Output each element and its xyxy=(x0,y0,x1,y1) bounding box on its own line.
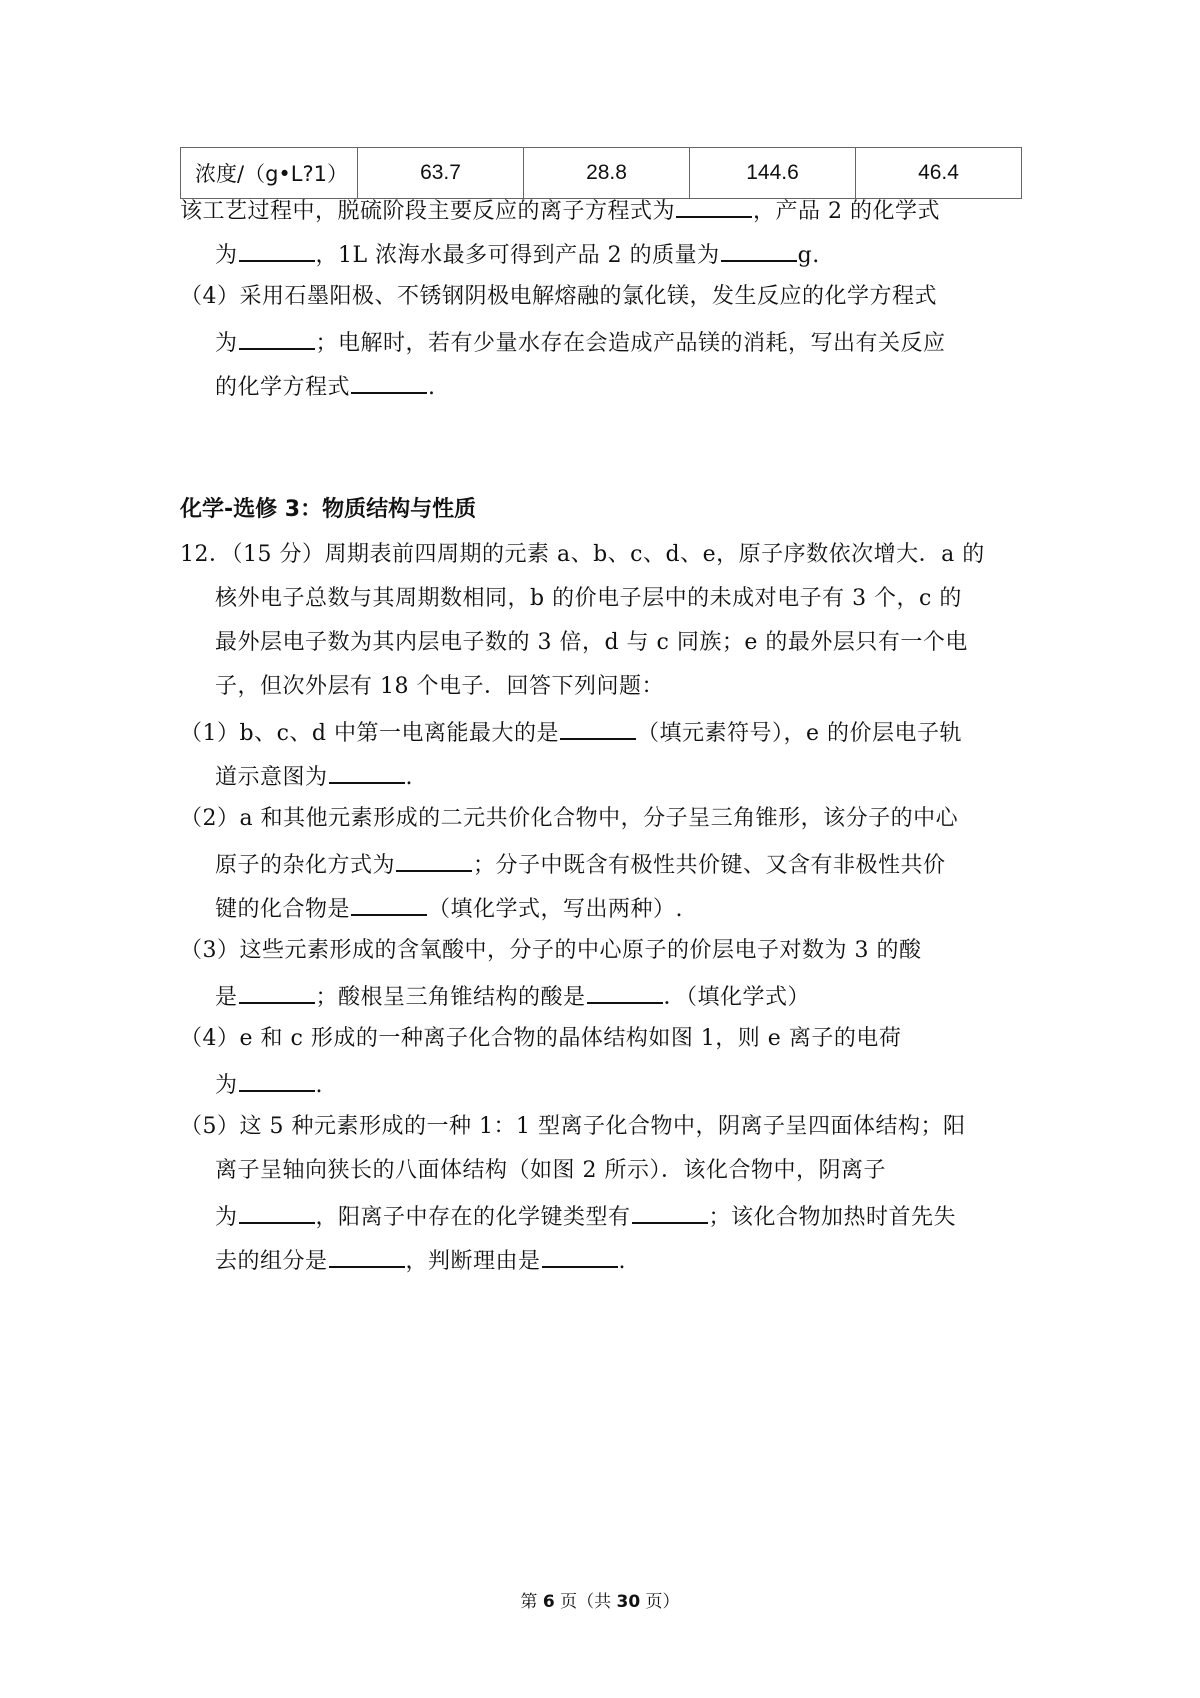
text-segment: 原子的杂化方式为 xyxy=(215,853,396,878)
text-line xyxy=(215,238,820,271)
text-segment: 为 xyxy=(215,1205,238,1230)
text-segment: ，判断理由是 xyxy=(405,1249,541,1274)
text-line xyxy=(215,672,664,702)
answer-blank xyxy=(587,980,663,1004)
text-segment: （4）采用石墨阳极、不锈钢阴极电解熔融的氯化镁，发生反应的化学方程式 xyxy=(180,284,937,309)
table-row xyxy=(181,148,1022,199)
answer-blank xyxy=(632,1200,708,1224)
table-row-label: 浓度/（g•L?1） xyxy=(181,148,358,199)
text-segment: . xyxy=(405,765,414,790)
text-line xyxy=(215,628,968,658)
text-segment: 是 xyxy=(215,985,238,1010)
text-segment: （3）这些元素形成的含氧酸中，分子的中心原子的价层电子对数为 3 的酸 xyxy=(180,938,922,963)
text-line xyxy=(215,980,810,1013)
text-segment: 键的化合物是 xyxy=(215,897,351,922)
footer-middle: 页（共 xyxy=(554,1592,617,1612)
table-cell: 63.7 xyxy=(358,148,524,199)
answer-blank xyxy=(239,1200,315,1224)
text-segment: ；该化合物加热时首先失 xyxy=(708,1205,957,1230)
answer-blank xyxy=(676,194,752,218)
text-segment: ，产品 2 的化学式 xyxy=(753,199,940,224)
text-line xyxy=(215,848,946,881)
text-line xyxy=(180,1112,965,1142)
text-segment: （2）a 和其他元素形成的二元共价化合物中，分子呈三角锥形，该分子的中心 xyxy=(180,806,959,831)
text-segment: ；电解时，若有少量水存在会造成产品镁的消耗，写出有关反应 xyxy=(315,331,946,356)
text-line xyxy=(180,804,958,834)
text-segment: ．（填化学式） xyxy=(663,985,811,1010)
text-line xyxy=(215,370,436,403)
text-segment: 为 xyxy=(215,331,238,356)
text-line xyxy=(180,716,962,749)
table-cell: 144.6 xyxy=(690,148,856,199)
answer-blank xyxy=(560,716,636,740)
text-line xyxy=(180,194,940,227)
text-segment: . xyxy=(618,1249,627,1274)
text-segment: （填元素符号），e 的价层电子轨 xyxy=(636,721,962,746)
text-segment: ，1L 浓海水最多可得到产品 2 的质量为 xyxy=(315,243,720,268)
answer-blank xyxy=(542,1244,618,1268)
text-line xyxy=(180,1024,901,1054)
text-segment: 离子呈轴向狭长的八面体结构（如图 2 所示）．该化合物中，阴离子 xyxy=(215,1158,886,1183)
text-segment: ；酸根呈三角锥结构的酸是 xyxy=(315,985,586,1010)
text-line xyxy=(215,892,683,925)
answer-blank xyxy=(351,892,427,916)
text-segment: 最外层电子数为其内层电子数的 3 倍，d 与 c 同族；e 的最外层只有一个电 xyxy=(215,630,968,655)
footer-suffix: 页） xyxy=(640,1592,680,1612)
text-segment: 该工艺过程中，脱硫阶段主要反应的离子方程式为 xyxy=(180,199,676,224)
answer-blank xyxy=(239,980,315,1004)
text-segment: g. xyxy=(797,243,820,268)
text-segment: 为 xyxy=(215,1073,238,1098)
footer-page-number: 6 xyxy=(542,1592,555,1612)
text-line xyxy=(215,326,946,359)
table-cell: 28.8 xyxy=(524,148,690,199)
footer-total-pages: 30 xyxy=(616,1592,641,1612)
text-line xyxy=(180,540,985,570)
text-segment: 的化学方程式 xyxy=(215,375,351,400)
text-line xyxy=(215,1244,626,1277)
text-segment: （4）e 和 c 形成的一种离子化合物的晶体结构如图 1，则 e 离子的电荷 xyxy=(180,1026,902,1051)
answer-blank xyxy=(239,1068,315,1092)
text-line xyxy=(215,1200,956,1233)
text-segment: 12．（15 分）周期表前四周期的元素 a、b、c、d、e，原子序数依次增大．a 的 xyxy=(180,542,985,567)
text-segment: （1）b、c、d 中第一电离能最大的是 xyxy=(180,721,559,746)
text-segment: 去的组分是 xyxy=(215,1249,328,1274)
table-cell: 46.4 xyxy=(856,148,1022,199)
concentration-table xyxy=(180,147,1022,199)
text-segment: . xyxy=(428,375,436,400)
text-segment: （5）这 5 种元素形成的一种 1：1 型离子化合物中，阴离子呈四面体结构；阳 xyxy=(180,1114,966,1139)
text-segment: 核外电子总数与其周期数相同，b 的价电子层中的未成对电子有 3 个，c 的 xyxy=(215,586,962,611)
footer-prefix: 第 xyxy=(520,1592,543,1612)
section-title: 化学-选修 3：物质结构与性质 xyxy=(180,497,477,522)
text-line xyxy=(180,936,921,966)
answer-blank xyxy=(721,238,797,262)
answer-blank xyxy=(351,370,427,394)
text-segment: 子，但次外层有 18 个电子．回答下列问题： xyxy=(215,674,664,699)
text-segment: ，阳离子中存在的化学键类型有 xyxy=(315,1205,631,1230)
text-segment: （填化学式，写出两种）. xyxy=(428,897,684,922)
text-segment: 道示意图为 xyxy=(215,765,328,790)
text-line xyxy=(215,760,413,793)
text-line xyxy=(180,282,937,312)
answer-blank xyxy=(239,326,315,350)
answer-blank xyxy=(396,848,472,872)
text-line xyxy=(215,1068,323,1101)
text-line xyxy=(215,584,962,614)
page-footer xyxy=(0,1590,1200,1614)
answer-blank xyxy=(329,760,405,784)
text-line xyxy=(215,1156,886,1186)
answer-blank xyxy=(329,1244,405,1268)
answer-blank xyxy=(239,238,315,262)
text-segment: . xyxy=(315,1073,324,1098)
text-segment: ；分子中既含有极性共价键、又含有非极性共价 xyxy=(473,853,946,878)
text-segment: 为 xyxy=(215,243,238,268)
